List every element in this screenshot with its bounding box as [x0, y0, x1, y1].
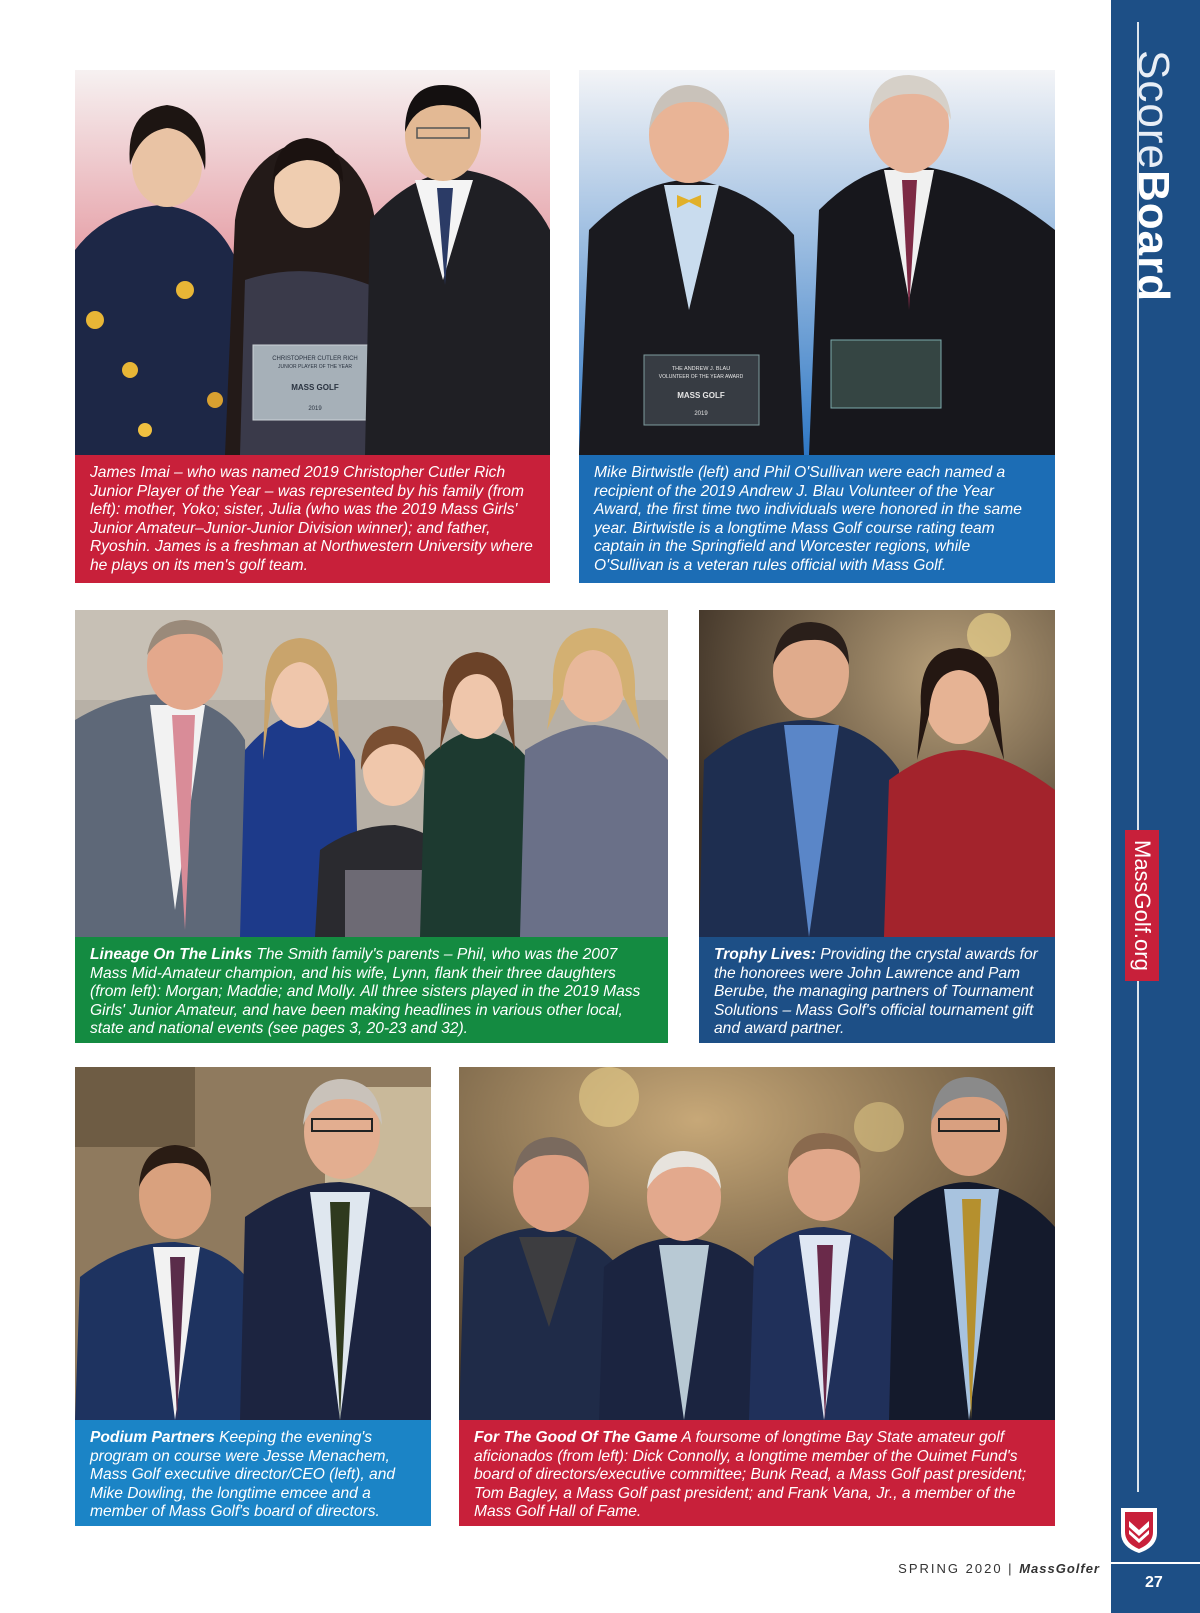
photo-imai-family: [75, 70, 550, 455]
photo-volunteer-award-winners: [579, 70, 1055, 455]
photo-trophy-partners: [699, 610, 1055, 937]
award-text-line-1: CHRISTOPHER CUTLER RICH: [272, 356, 358, 362]
award-text-line-2: JUNIOR PLAYER OF THE YEAR: [278, 364, 352, 370]
footer-issue: SPRING 2020: [898, 1561, 1003, 1576]
caption-text: The Smith family's parents – Phil, who was the 2007 Mass Mid-Amateur champion, and his wife, Lynn, flank their three daughters (from left): Morgan; Maddie; and Molly. All three sisters played in the 2019 Mass Girls' Junior Amateur, and have been making headlines in various other local, state and national events (see pages 3, 20-23 and 32).: [90, 946, 641, 1038]
page-number-box: [1111, 1562, 1200, 1610]
footer-separator: |: [1008, 1561, 1014, 1576]
caption-volunteer-award: [579, 455, 1055, 583]
page-number: 27: [1145, 1574, 1163, 1591]
award-brand: MASS GOLF: [677, 391, 725, 400]
page-footer: [898, 1561, 1100, 1576]
caption-bold: Podium Partners: [90, 1429, 215, 1446]
caption-text: James Imai – who was named 2019 Christopher Cutler Rich Junior Player of the Year – was represented by his family (from left): mother, Yoko; sister, Julia (who was the 2019 Mass Girls' Junior Amateur–Junior-Junior Division winner); and father, Ryoshin. James is a freshman at Northwestern University where he plays on its men's golf team.: [90, 464, 533, 574]
website-label: MassGolf.org: [1125, 830, 1159, 981]
caption-imai-family: [75, 455, 550, 583]
caption-smith-family: [75, 937, 668, 1043]
caption-bold: Lineage On The Links: [90, 946, 253, 963]
section-title-bold: Board: [1129, 169, 1178, 303]
caption-text: Mike Birtwistle (left) and Phil O'Sullivan were each named a recipient of the 2019 Andrew J. Blau Volunteer of the Year Award, the first time two individuals were honored in the same year. Birtwistle is a longtime Mass Golf course rating team captain in the Springfield and Worcester regions, while O'Sullivan is a veteran rules official with Mass Golf.: [594, 464, 1022, 574]
award-year: 2019: [694, 411, 708, 417]
caption-bold: For The Good Of The Game: [474, 1429, 678, 1446]
caption-podium-partners: [75, 1420, 431, 1526]
caption-text: A foursome of longtime Bay State amateur golf aficionados (from left): Dick Connolly, a longtime member of the Ouimet Fund's board of directors/executive committee; Bunk Read, a Mass Golf past president; Tom Bagley, a Mass Golf past president; and Frank Vana, Jr., a member of the Mass Golf Hall of Fame.: [474, 1429, 1027, 1521]
section-title-light: Score: [1129, 50, 1178, 170]
shield-chevron-icon: [1117, 1505, 1161, 1555]
caption-text: Keeping the evening's program on course were Jesse Menachem, Mass Golf executive director/CEO (left), and Mike Dowling, the longtime emcee and a member of Mass Golf's board of directors.: [90, 1429, 396, 1521]
sidebar: [1111, 0, 1200, 1613]
photo-podium-partners: [75, 1067, 431, 1420]
section-title: [1129, 50, 1178, 303]
photo-good-of-the-game: [459, 1067, 1055, 1420]
caption-trophy-lives: [699, 937, 1055, 1043]
caption-bold: Trophy Lives:: [714, 946, 816, 963]
caption-good-of-the-game: [459, 1420, 1055, 1526]
award-year: 2019: [308, 406, 322, 412]
award-brand: MASS GOLF: [291, 383, 339, 392]
footer-publication: MassGolfer: [1019, 1561, 1100, 1576]
award-text-line-1: THE ANDREW J. BLAU: [671, 366, 731, 372]
photo-smith-family: [75, 610, 668, 937]
award-text-line-2: VOLUNTEER OF THE YEAR AWARD: [658, 374, 744, 380]
caption-text: Providing the crystal awards for the honorees were John Lawrence and Pam Berube, the managing partners of Tournament Solutions – Mass Golf's official tournament gift and award partner.: [714, 946, 1038, 1038]
